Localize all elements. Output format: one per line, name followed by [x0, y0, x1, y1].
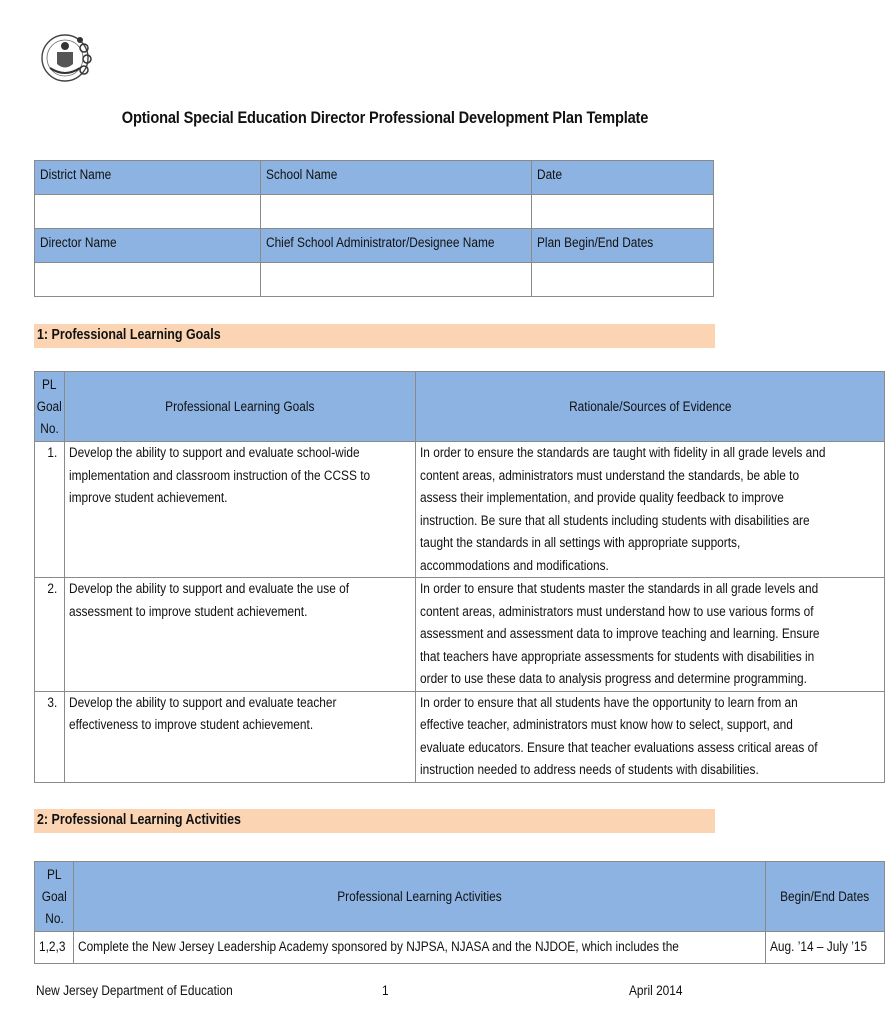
- dates-header: Begin/End Dates: [765, 862, 884, 932]
- district-name-label: District Name: [35, 161, 261, 195]
- section-1-heading: 1: Professional Learning Goals: [34, 324, 715, 348]
- learning-goals-table: [34, 371, 885, 783]
- state-seal-icon: [40, 26, 96, 90]
- chief-school-admin-label: Chief School Administrator/Designee Name: [261, 229, 532, 263]
- activities-header: Professional Learning Activities: [74, 862, 766, 932]
- learning-activities-table: [34, 861, 885, 964]
- school-name-label: School Name: [261, 161, 532, 195]
- director-name-field[interactable]: [35, 263, 261, 297]
- table-row: 3. Develop the ability to support and evaluate teacher effectiveness to improve student achievement. In order to ensure that all students have the opportunity to learn from an effective teacher, administrators must know how to select, support, and evaluate educators. Ensure that teacher evaluations assess critical areas of instruction needed to address needs of students with disabilities.: [35, 691, 885, 782]
- rationale-header: Rationale/Sources of Evidence: [415, 372, 885, 442]
- table-row: 2. Develop the ability to support and evaluate the use of assessment to improve student achievement. In order to ensure that students master the standards in all grade levels and content areas, administrators must understand how to use various forms of assessment and assessment data to improve teaching and learning. Ensure that teachers have appropriate assessments for students with disabilities in order to use these data to analysis progress and determine programming.: [35, 578, 885, 692]
- school-name-field[interactable]: [261, 195, 532, 229]
- date-field[interactable]: [532, 195, 714, 229]
- director-name-label: Director Name: [35, 229, 261, 263]
- table-row: 1,2,3 Complete the New Jersey Leadership Academy sponsored by NJPSA, NJASA and the NJDOE, which includes the Aug. ’14 – July ’15: [35, 932, 885, 964]
- plan-dates-field[interactable]: [532, 263, 714, 297]
- goal-number-header: PL Goal No.: [35, 372, 65, 442]
- page-title: Optional Special Education Director Professional Development Plan Template: [121, 108, 649, 127]
- plan-dates-label: Plan Begin/End Dates: [532, 229, 714, 263]
- plan-info-table: [34, 160, 714, 297]
- footer-date: April 2014: [629, 983, 683, 998]
- goals-header: Professional Learning Goals: [64, 372, 415, 442]
- table-row: 1. Develop the ability to support and evaluate school-wide implementation and classroom instruction of the CCSS to improve student achievement. In order to ensure the standards are taught with fidelity in all grade levels and content areas, administrators must understand the standards, be able to assess their implementation, and provide quality feedback to improve instruction. Be sure that all students including students with disabilities are taught the standards in all settings with appropriate supports, accommodations and modifications.: [35, 442, 885, 578]
- date-label: Date: [532, 161, 714, 195]
- district-name-field[interactable]: [35, 195, 261, 229]
- activity-goal-number-header: PL Goal No.: [35, 862, 74, 932]
- chief-school-admin-field[interactable]: [261, 263, 532, 297]
- footer-organization: New Jersey Department of Education: [36, 983, 233, 998]
- section-2-heading: 2: Professional Learning Activities: [34, 809, 715, 833]
- footer-page-number: 1: [382, 983, 389, 998]
